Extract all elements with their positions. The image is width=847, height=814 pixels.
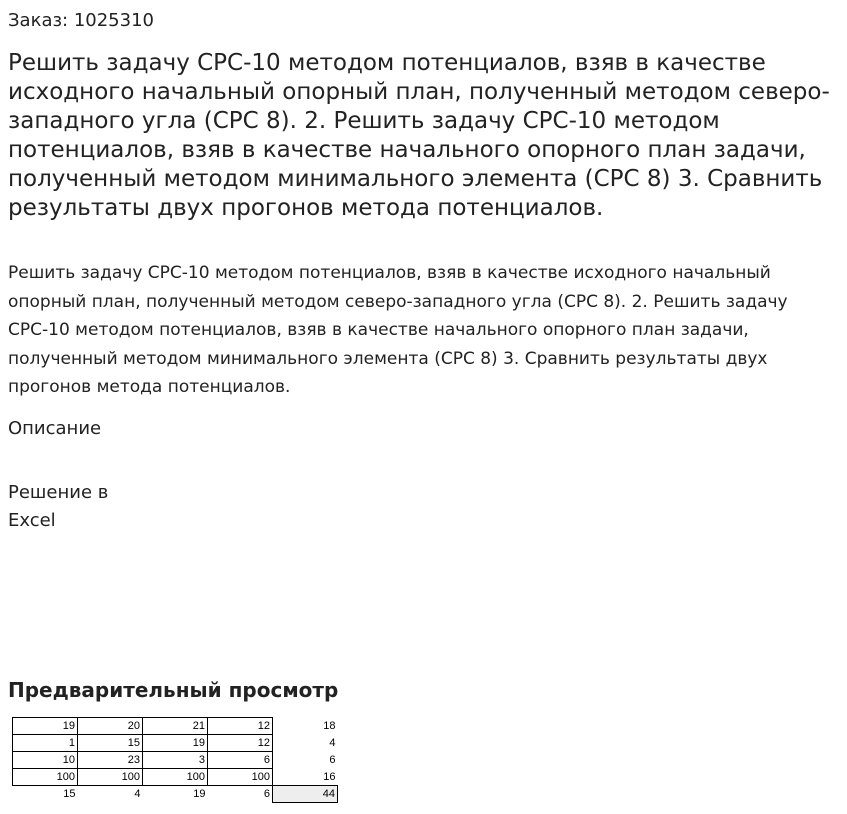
table-row [13, 735, 338, 752]
table-cell: 19 [143, 735, 208, 752]
page-title: Решить задачу СРС-10 методом потенциалов, взяв в качестве исходного начальный опорный план, полученный методом северо-западного угла (СРС 8). 2. Решить задачу СРС-10 методом потенциалов, взяв в качестве начального опорного план задачи, полученный методом минимального элемента (СРС 8) 3. Сравнить результаты двух прогонов метода потенциалов. [8, 50, 830, 221]
preview-title: Предварительный просмотр [8, 678, 339, 702]
demand-row [13, 786, 338, 803]
preview-spreadsheet [12, 717, 338, 803]
table-cell: 100 [143, 769, 208, 786]
table-cell: 100 [208, 769, 273, 786]
table-cell: 15 [78, 735, 143, 752]
table-cell: 12 [208, 735, 273, 752]
demand-cell: 6 [263, 788, 270, 801]
table-cell: 1 [13, 735, 78, 752]
demand-cell: 4 [134, 788, 141, 801]
table-cell: 23 [78, 752, 143, 769]
table-cell: 100 [13, 769, 78, 786]
table-cell: 10 [13, 752, 78, 769]
supply-cell: 18 [323, 720, 336, 732]
supply-cell: 6 [329, 754, 336, 766]
table-cell: 3 [143, 752, 208, 769]
demand-cell: 19 [193, 788, 206, 801]
supply-cell: 4 [329, 737, 336, 749]
supply-cell: 16 [323, 770, 336, 783]
table-cell: 6 [208, 752, 273, 769]
table-cell: 19 [13, 718, 78, 735]
order-number: Заказ: 1025310 [8, 10, 154, 31]
table-row [13, 752, 338, 769]
table-row [13, 718, 338, 735]
table-cell: 100 [78, 769, 143, 786]
table-cell: 20 [78, 718, 143, 735]
solution-type: Решение в Excel [8, 482, 109, 531]
demand-cell: 15 [63, 788, 76, 801]
task-description: Решить задачу СРС-10 методом потенциалов, взяв в качестве исходного начальный опорный план, полученный методом северо-западного угла (СРС 8). 2. Решить задачу СРС-10 методом потенциалов, взяв в качестве начального опорного план задачи, полученный методом минимального элемента (СРС 8) 3. Сравнить результаты двух прогонов метода потенциалов. [8, 263, 788, 397]
table-row [13, 769, 338, 786]
description-label: Описание [8, 418, 102, 439]
total-cell: 44 [273, 786, 338, 803]
table-cell: 21 [143, 718, 208, 735]
table-cell: 12 [208, 718, 273, 735]
